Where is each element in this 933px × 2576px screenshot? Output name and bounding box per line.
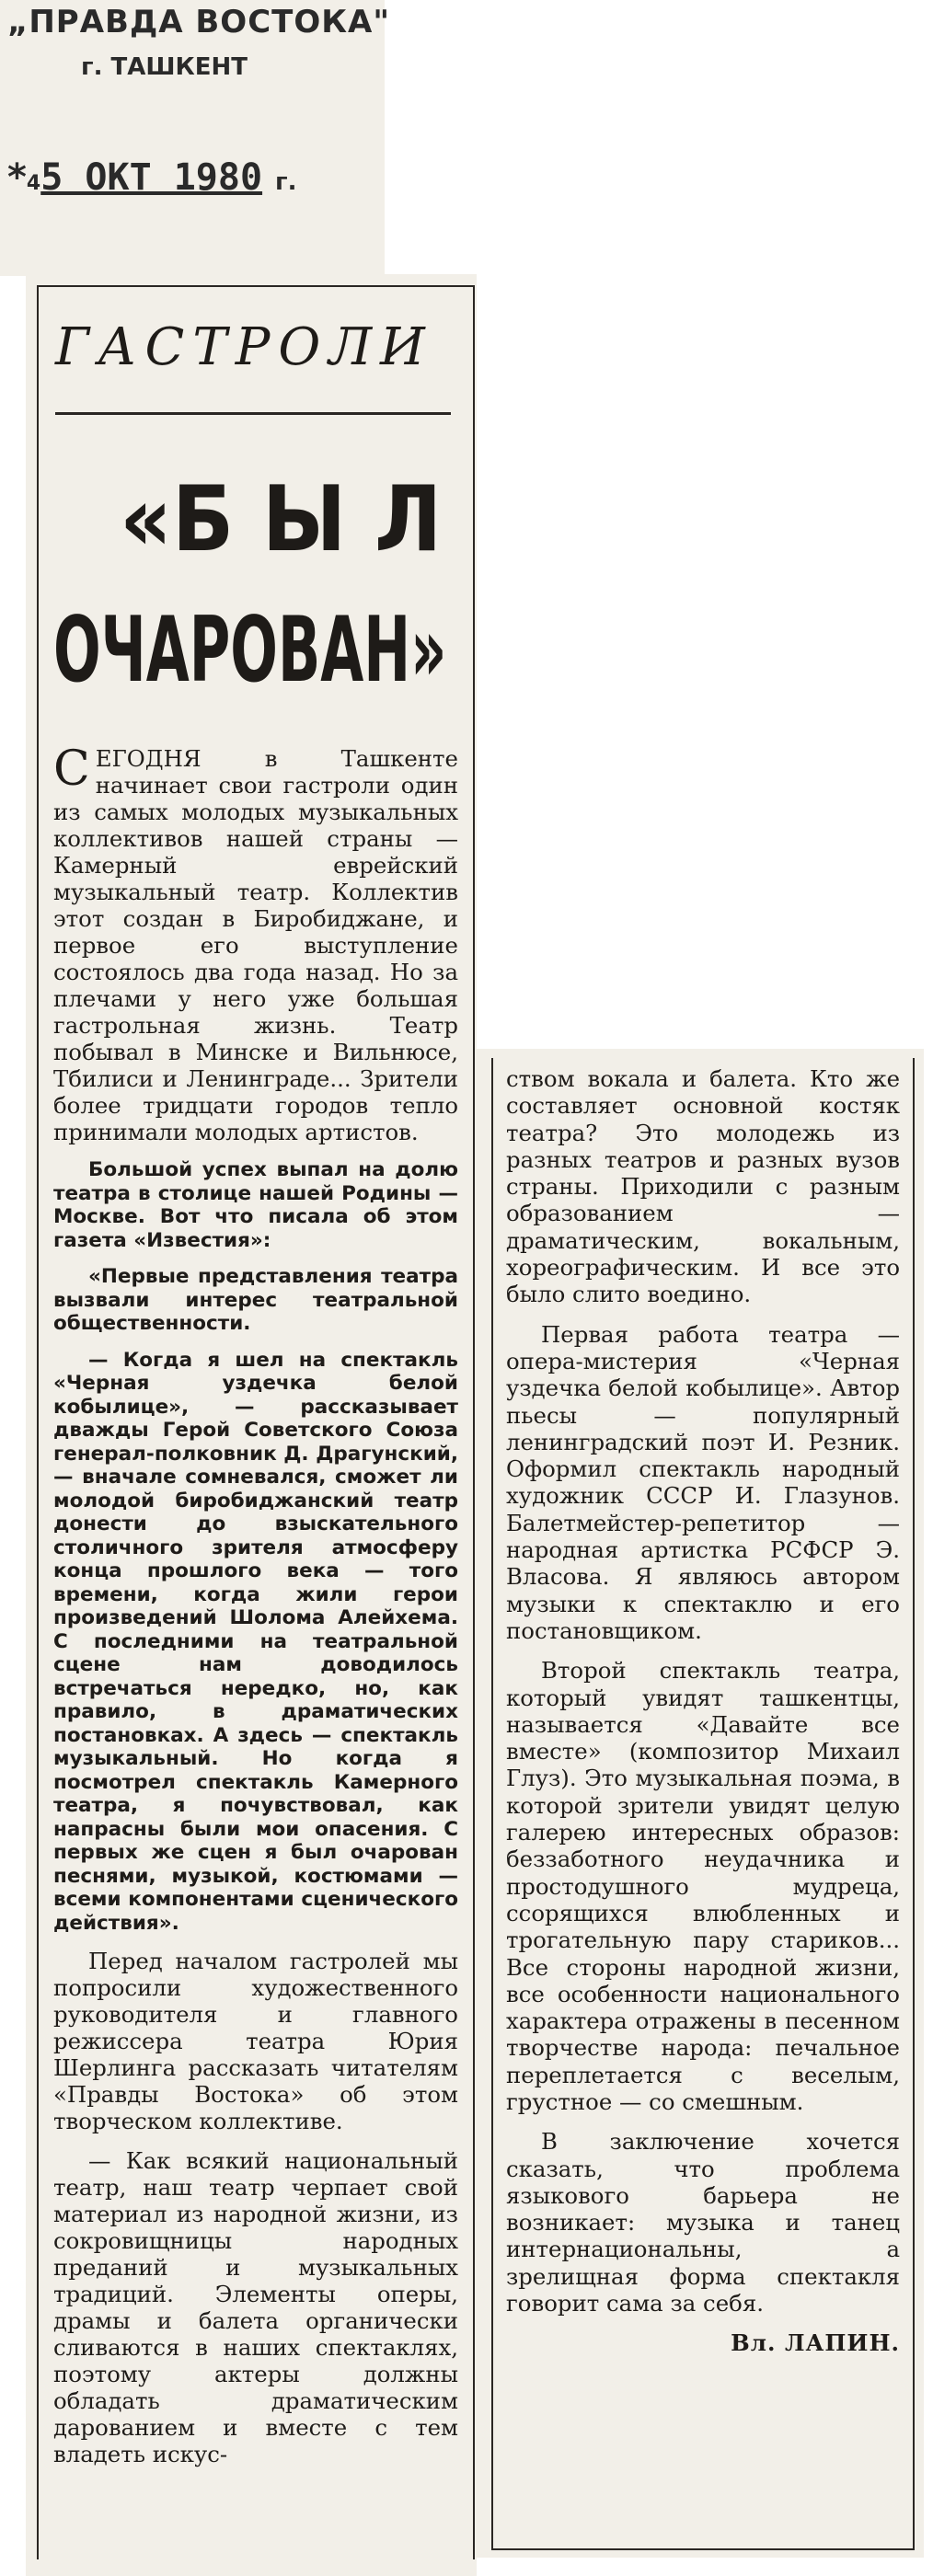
newspaper-name: „ПРАВДА ВОСТОКА" bbox=[7, 4, 391, 40]
title-line-2: ОЧАРОВАН» bbox=[53, 598, 447, 703]
rubric: ГАСТРОЛИ bbox=[55, 317, 433, 377]
date-suffix: г. bbox=[275, 168, 297, 196]
date-small: 4 bbox=[26, 172, 41, 195]
header-clipping bbox=[0, 0, 385, 276]
date-prefix: * bbox=[7, 156, 27, 199]
quote-paragraph-1: «Первые представления театра вызвали интерес театральной общественности. bbox=[53, 1265, 458, 1335]
date-value: 5 ОКТ 1980 bbox=[40, 156, 263, 199]
quote-paragraph-2: — Когда я шел на спектакль «Черная уздечка белой кобылице», — рассказывает дважды Герой Советского Союза генерал-полковник Д. Драгунский, — вначале сомневался, сможет ли молодой биробиджанский театр донести до взыскательного столичного зрителя атмосферу конца прошлого века — того времени, когда жили герои произведений Шолома Алейхема. С последними на театральной сцене нам доводилось встречаться нередко, но, как правило, в драматических постановках. А здесь — спектакль музыкальный. Но когда я посмотрел спектакль Камерного театра, я почувствовал, как напрасны были мои опасения. С первых же сцен я был очарован песнями, музыкой, костюмами — всеми компонентами сценического действия». bbox=[53, 1348, 458, 1935]
author-signature: Вл. ЛАПИН. bbox=[731, 2329, 900, 2357]
left-column-text bbox=[53, 742, 458, 2480]
lead-text: ЕГОДНЯ в Ташкенте начинает свои гастроли один из самых молодых музыкальных коллективов нашей страны — Камерный еврейский музыкальный театр. Коллектив этот создан в Биробиджане, и первое его выступление состоялось два года назад. Но за плечами у него уже большая гастрольная жизнь. Театр побывал в Минске и Вильнюсе, Тбилиси и Ленинграде... Зрители более тридцати городов тепло принимали молодых артистов. bbox=[53, 745, 458, 1145]
right-column-text bbox=[506, 1065, 900, 2370]
lead-paragraph bbox=[53, 742, 458, 1145]
right-paragraph-3: Второй спектакль театра, который увидят ташкентцы, называется «Давайте все вместе» (композитор Михаил Глуз). Это музыкальная поэма, в которой зрители увидят целую галерею интересных образов: беззаботного неудачника и простодушного мудреца, ссорящихся влюбленных и трогательную пару стариков... Все стороны народной жизни, все особенности национального характера отражены в песенном творчестве народа: печальное переплетается с веселым, грустное — со смешным. bbox=[506, 1657, 900, 2115]
city-name: г. ТАШКЕНТ bbox=[81, 53, 248, 81]
quote-intro: Большой успех выпал на долю театра в столице нашей Родины — Москве. Вот что писала об этом газета «Известия»: bbox=[53, 1158, 458, 1252]
date-stamp bbox=[7, 156, 296, 199]
interview-paragraph-1: — Как всякий национальный театр, наш театр черпает свой материал из народной жизни, из сокровищницы народных преданий и музыкальных традиций. Элементы оперы, драмы и балета органически сливаются в наших спектаклях, поэтому актеры должны обладать драматическим дарованием и вместе с тем владеть искус- bbox=[53, 2147, 458, 2467]
right-paragraph-2: Первая работа театра — опера-мистерия «Черная уздечка белой кобылице». Автор пьесы — популярный ленинградский поэт И. Резник. Оформил спектакль народный художник СССР И. Глазунов. Балетмейстер-репетитор — народная артистка РСФСР Э. Власова. Я являюсь автором музыки к спектаклю и его постановщиком. bbox=[506, 1320, 900, 1644]
right-paragraph-4: В заключение хочется сказать, что проблема языкового барьера не возникает: музыка и танец интернациональны, а зрелищная форма спектакля говорит сама за себя. bbox=[506, 2128, 900, 2317]
quote-section bbox=[53, 1158, 458, 1935]
interview-intro: Перед началом гастролей мы попросили художественного руководителя и главного режиссера театра Юрия Шерлинга рассказать читателям «Правды Востока» об этом творческом коллективе. bbox=[53, 1948, 458, 2134]
title-line-1: «Б Ы Л bbox=[120, 467, 443, 572]
rubric-rule bbox=[55, 412, 451, 415]
dropcap: С bbox=[53, 742, 90, 797]
right-paragraph-1: ством вокала и балета. Кто же составляет основной костяк театра? Это молодежь из разных театров и разных вузов страны. Приходили с разным образованием — драматическим, вокальным, хореографическим. И все это было слито воедино. bbox=[506, 1065, 900, 1308]
